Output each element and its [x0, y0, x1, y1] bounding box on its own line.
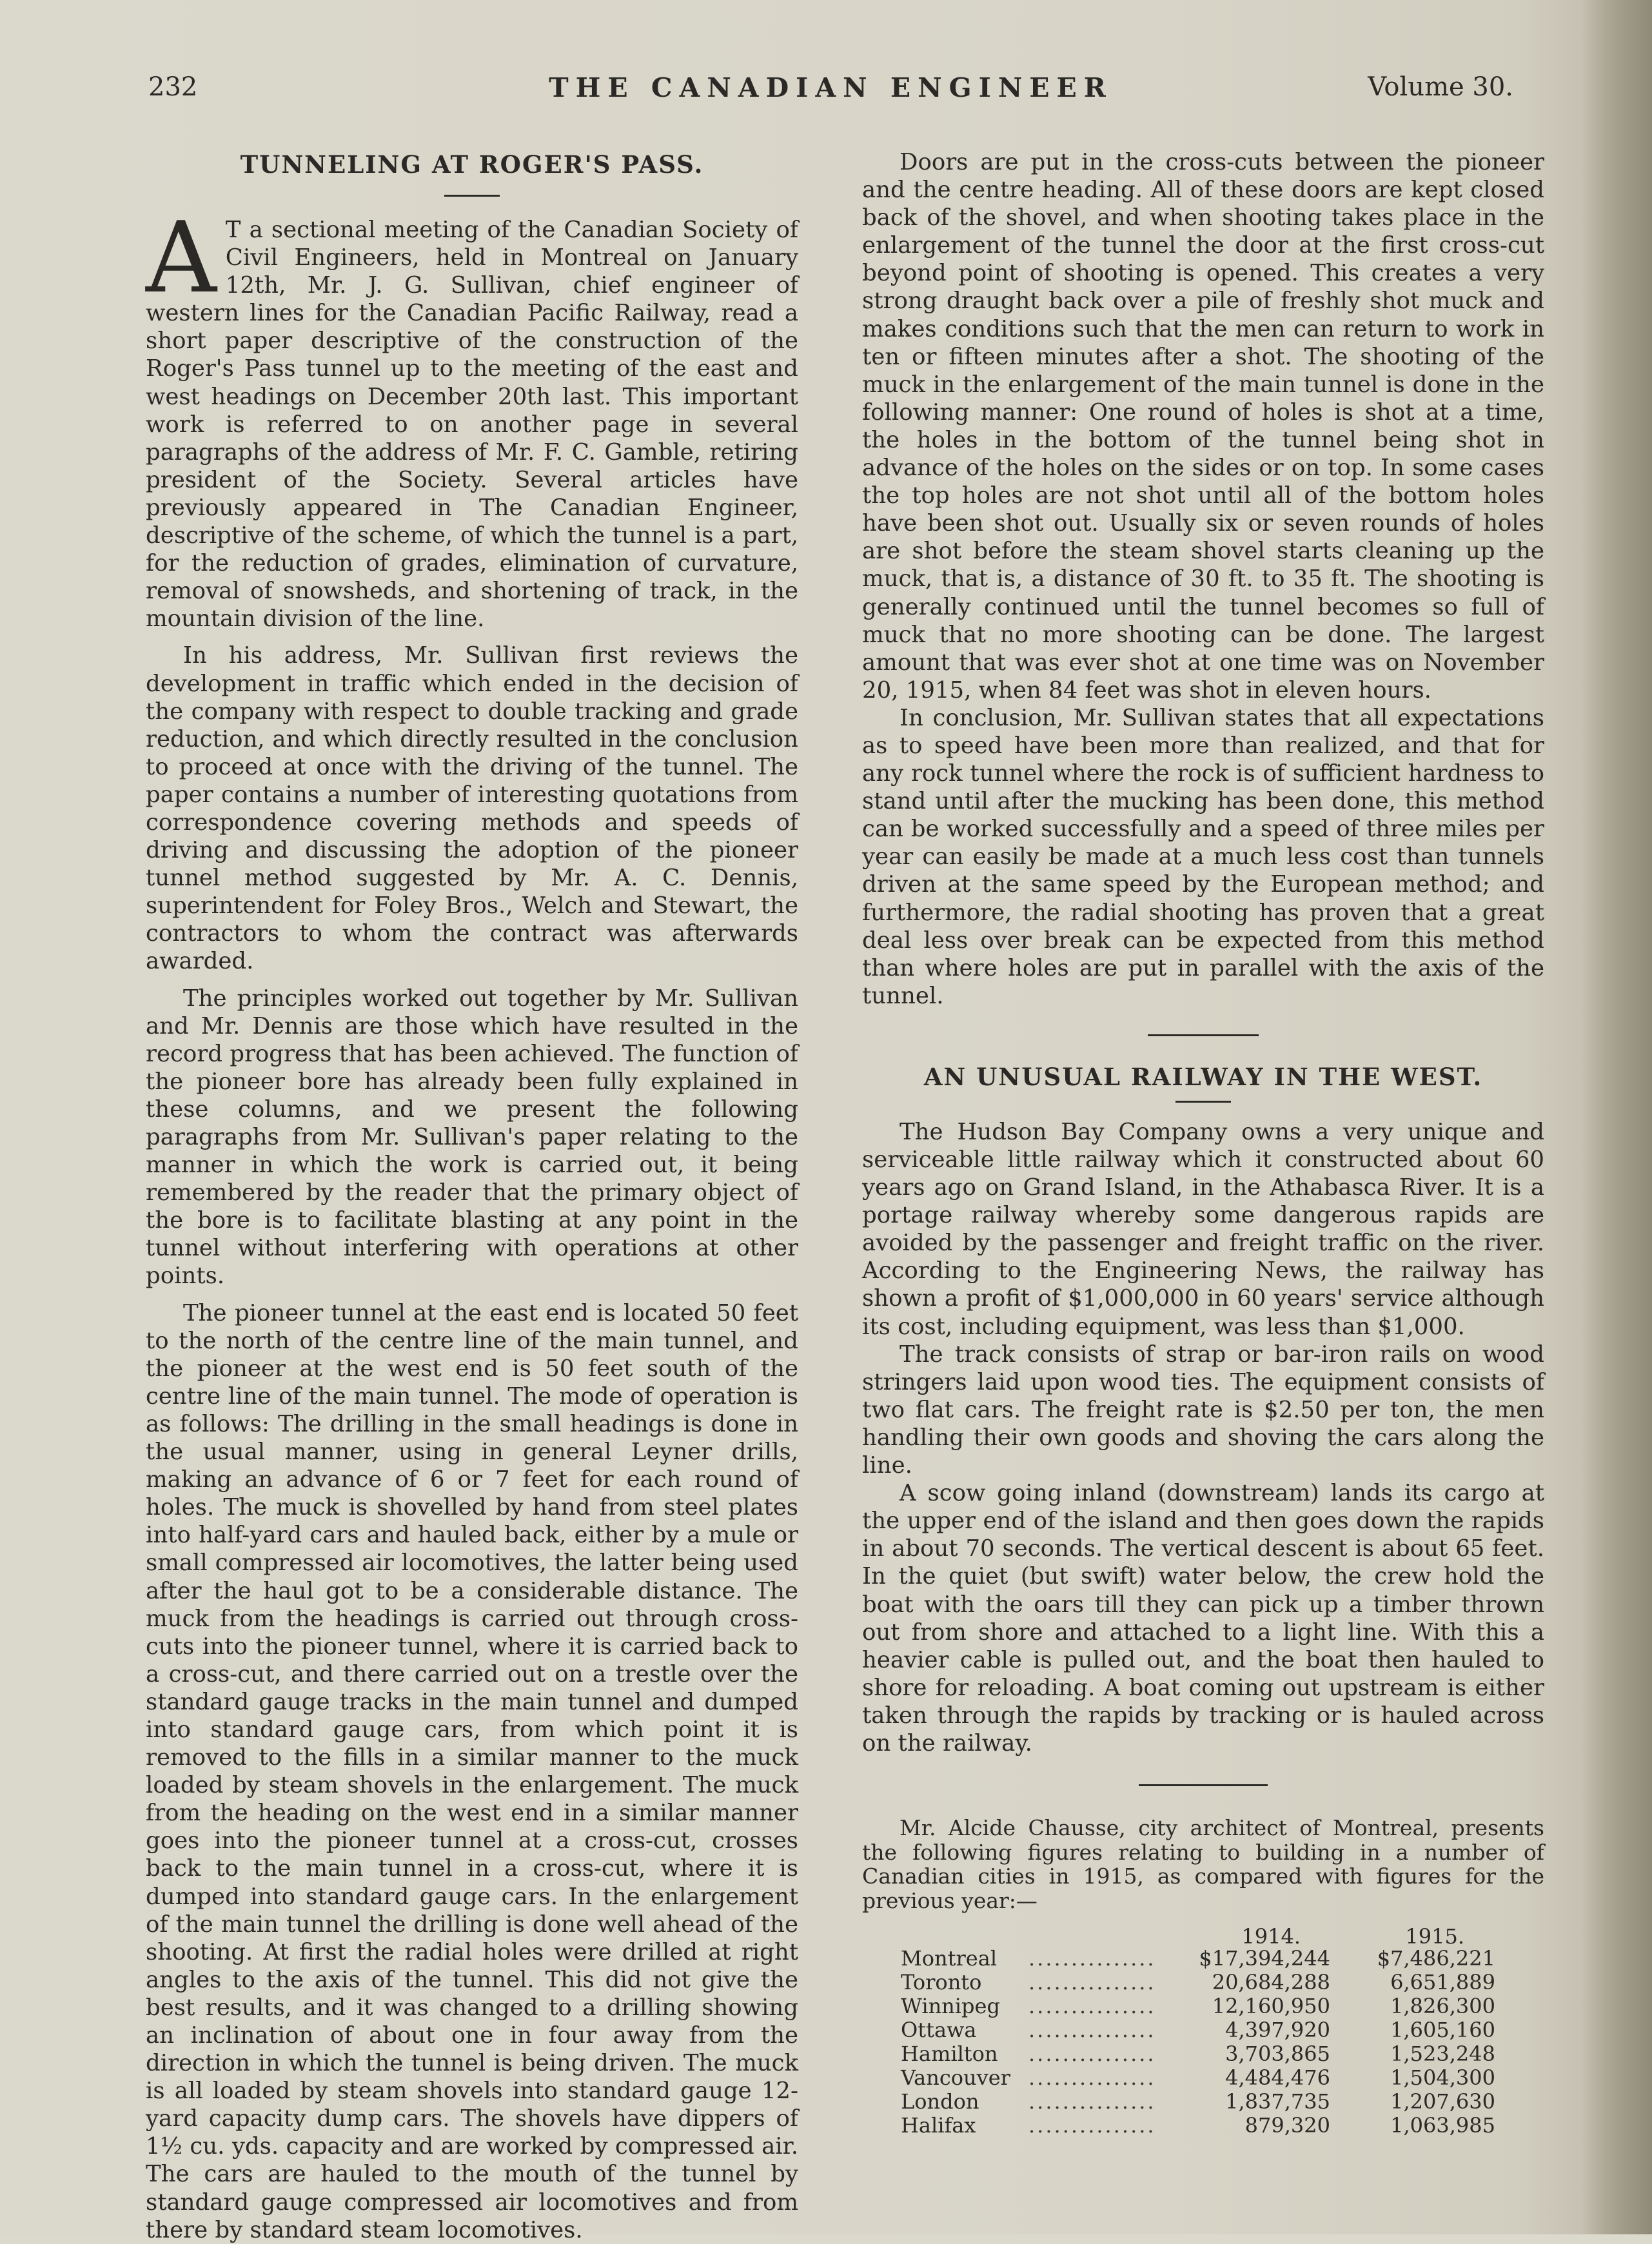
table-row — [862, 2089, 1544, 2113]
dot-leader: ............... — [1028, 2113, 1156, 2138]
dot-leader: ............... — [1028, 1994, 1156, 2019]
city-name: Toronto — [901, 1970, 982, 1995]
table-row — [862, 2113, 1544, 2137]
value-1914: $17,394,244 — [1199, 1946, 1330, 1971]
building-figures-note — [862, 1816, 1544, 1913]
section-divider — [1139, 1784, 1268, 1786]
drop-cap: A — [146, 201, 217, 315]
table-row — [862, 1946, 1544, 1970]
value-1914: 1,837,735 — [1225, 2089, 1330, 2114]
article-paragraph: A T a sectional meeting of the Canadian Society of Civil Engineers, held in Montreal on January 12th, Mr. J. G. Sullivan, chief engineer of western lines for the Canadian Pacific Railway, read a short paper descriptive of the construction of the Roger's Pass tunnel up to the meeting of the east and west headings on December 20th last. This important work is referred to on another page in several paragraphs of the address of Mr. F. C. Gamble, retiring president of the Society. Several articles have previously appeared in The Canadian Engineer, descriptive of the scheme, of which the tunnel is a part, for the reduction of grades, elimination of curvature, removal of snowsheds, and shortening of track, in the mountain division of the line. — [146, 201, 798, 633]
col-1914-header: 1914. — [1241, 1924, 1301, 1949]
table-row — [862, 2042, 1544, 2065]
value-1915: 1,063,985 — [1390, 2113, 1495, 2138]
title-rule — [444, 195, 500, 197]
table-header — [862, 1924, 1544, 1949]
table-row — [862, 1970, 1544, 1994]
col-1915-header: 1915. — [1405, 1924, 1464, 1949]
dot-leader: ............... — [1028, 2018, 1156, 2043]
city-name: Montreal — [901, 1946, 998, 1971]
running-header — [148, 72, 1513, 117]
article-paragraph: Doors are put in the cross-cuts between the pioneer and the centre heading. All of these doors are kept closed back of the shovel, and when shooting takes place in the enlargement of the tunnel the door at the first cross-cut beyond point of shooting is opened. This creates a very strong draught back over a pile of freshly shot muck and makes conditions such that the men can return to work in ten or fifteen minutes after a shot. The shooting of the muck in the enlargement of the main tunnel is done in the following manner: One round of holes is shot at a time, the holes in the bottom of the tunnel being shot in advance of the holes on the sides or on top. In some cases the top holes are not shot until all of the bottom holes have been shot out. Usually six or seven rounds of holes are shot before the steam shovel starts cleaning up the muck, that is, a distance of 30 ft. to 35 ft. The shooting is generally continued until the tunnel becomes so full of muck that no more shooting can be done. The largest amount that was ever shot at one time was on November 20, 1915, when 84 feet was shot in eleven hours. — [862, 149, 1544, 704]
note-paragraph: Mr. Alcide Chausse, city architect of Montreal, presents the following figures relating to building in a number of Canadian cities in 1915, as compared with figures for the previous year:— — [862, 1815, 1544, 1913]
dot-leader: ............... — [1028, 2089, 1156, 2114]
article-paragraph: In his address, Mr. Sullivan first reviews the development in traffic which ended in the decision of the company with respect to double tracking and grade reduction, and which directly resulted in the conclusion to proceed at once with the driving of the tunnel. The paper contains a number of interesting quotations from correspondence covering methods and speeds of driving and discussing the adoption of the pioneer tunnel method suggested by Mr. A. C. Dennis, superintendent for Foley Bros., Welch and Stewart, the contractors to whom the contract was afterwards awarded. — [146, 642, 798, 975]
page-binding-shadow — [1581, 0, 1652, 2234]
title-rule — [1175, 1101, 1231, 1103]
journal-title: THE CANADIAN ENGINEER — [549, 72, 1113, 103]
article-paragraph: The Hudson Bay Company owns a very unique and serviceable little railway which it constructed about 60 years ago on Grand Island, in the Athabasca River. It is a portage railway whereby some dangerous rapids are avoided by the passenger and freight traffic on the river. According to the Engineering News, the railway has shown a profit of $1,000,000 in 60 years' service although its cost, including equipment, was less than $1,000. — [862, 1118, 1544, 1340]
value-1915: 6,651,889 — [1390, 1970, 1495, 1995]
dot-leader: ............... — [1028, 1970, 1156, 1995]
article-paragraph: In conclusion, Mr. Sullivan states that all expectations as to speed have been more than realized, and that for any rock tunnel where the rock is of sufficient hardness to stand until after the mucking has been done, this method can be worked successfully and a speed of three miles per year can easily be made at a much less cost than tunnels driven at the same speed by the European method; and furthermore, the radial shooting has proven that a great deal less over break can be expected from this method than where holes are put in parallel with the axis of the tunnel. — [862, 704, 1544, 1009]
section-divider — [1148, 1034, 1259, 1036]
value-1914: 879,320 — [1244, 2113, 1330, 2138]
city-name: London — [901, 2089, 979, 2114]
value-1914: 3,703,865 — [1225, 2042, 1330, 2067]
value-1914: 20,684,288 — [1212, 1970, 1330, 1995]
city-name: Hamilton — [901, 2042, 998, 2067]
table-body — [862, 1946, 1544, 2137]
right-column — [862, 148, 1544, 2137]
dot-leader: ............... — [1028, 2042, 1156, 2067]
value-1915: 1,605,160 — [1390, 2018, 1495, 2043]
city-name: Halifax — [901, 2113, 976, 2138]
dot-leader: ............... — [1028, 2065, 1156, 2091]
city-name: Ottawa — [901, 2018, 977, 2043]
value-1915: $7,486,221 — [1377, 1946, 1495, 1971]
value-1914: 4,397,920 — [1225, 2018, 1330, 2043]
table-row — [862, 1994, 1544, 2018]
value-1915: 1,523,248 — [1390, 2042, 1495, 2067]
table-row — [862, 2065, 1544, 2089]
table-row — [862, 2018, 1544, 2042]
article-paragraph: The pioneer tunnel at the east end is located 50 feet to the north of the centre line of the main tunnel, and the pioneer at the west end is 50 feet south of the centre line of the main tunnel. The mode of operation is as follows: The drilling in the small headings is done in the usual manner, using in general Leyner drills, making an advance of 6 or 7 feet for each round of holes. The muck is shovelled by hand from steel plates into half-yard cars and hauled back, either by a mule or small compressed air locomotives, the latter being used after the haul got to be a considerable distance. The muck from the headings is carried out through cross-cuts into the pioneer tunnel, where it is carried back to a cross-cut, and there carried out on a trestle over the standard gauge tracks in the main tunnel and dumped into standard gauge cars, from which point it is removed to the fills in a similar manner to the muck loaded by steam shovels in the enlargement. The muck from the heading on the west end in a similar manner goes into the pioneer tunnel at a cross-cut, crosses back to the main tunnel in a cross-cut, where it is dumped into standard gauge cars. In the enlargement of the main tunnel the drilling is done well ahead of the shooting. At first the radial holes were drilled at right angles to the axis of the tunnel. This did not give the best results, and it was changed to a drilling showing an inclination of about one in four away from the direction in which the tunnel is being driven. The muck is all loaded by steam shovels into standard gauge 12-yard capacity dump cars. The shovels have dippers of 1½ cu. yds. capacity and are worked by compressed air. The cars are hauled to the mouth of the tunnel by standard gauge compressed air locomotives and from there by standard steam locomotives. — [146, 1299, 798, 2243]
article-title-railway: AN UNUSUAL RAILWAY IN THE WEST. — [923, 1062, 1483, 1091]
value-1914: 12,160,950 — [1212, 1994, 1330, 2019]
article-paragraph: The principles worked out together by Mr. Sullivan and Mr. Dennis are those which have resulted in the record progress that has been achieved. The function of the pioneer bore has already been fully explained in these columns, and we present the following paragraphs from Mr. Sullivan's paper relating to the manner in which the work is carried out, it being remembered by the reader that the primary object of the bore is to facilitate blasting at any point in the tunnel without interfering with operations at other points. — [146, 985, 798, 1290]
article-title-tunneling: TUNNELING AT ROGER'S PASS. — [240, 150, 704, 179]
value-1914: 4,484,476 — [1225, 2065, 1330, 2091]
left-column — [146, 142, 798, 2244]
dot-leader: ............... — [1028, 1946, 1156, 1971]
value-1915: 1,504,300 — [1390, 2065, 1495, 2091]
city-name: Vancouver — [901, 2065, 1010, 2091]
building-figures-table — [862, 1924, 1544, 2137]
value-1915: 1,826,300 — [1390, 1994, 1495, 2019]
value-1915: 1,207,630 — [1390, 2089, 1495, 2114]
article-paragraph: The track consists of strap or bar-iron rails on wood stringers laid upon wood ties. The equipment consists of two flat cars. The freight rate is $2.50 per ton, the men handling their own goods and shoving the cars along the line. — [862, 1341, 1544, 1479]
city-name: Winnipeg — [901, 1994, 1000, 2019]
page-number: 232 — [148, 72, 198, 102]
volume-label: Volume 30. — [1368, 72, 1513, 102]
article-paragraph: A scow going inland (downstream) lands its cargo at the upper end of the island and then goes down the rapids in about 70 seconds. The vertical descent is about 65 feet. In the quiet (but swift) water below, the crew hold the boat with the oars till they can pick up a timber thrown out from shore and attached to a light line. With this a heavier cable is pulled out, and the boat then hauled to shore for reloading. A boat coming out upstream is either taken through the rapids by tracking or is hauled across on the railway. — [862, 1480, 1544, 1757]
